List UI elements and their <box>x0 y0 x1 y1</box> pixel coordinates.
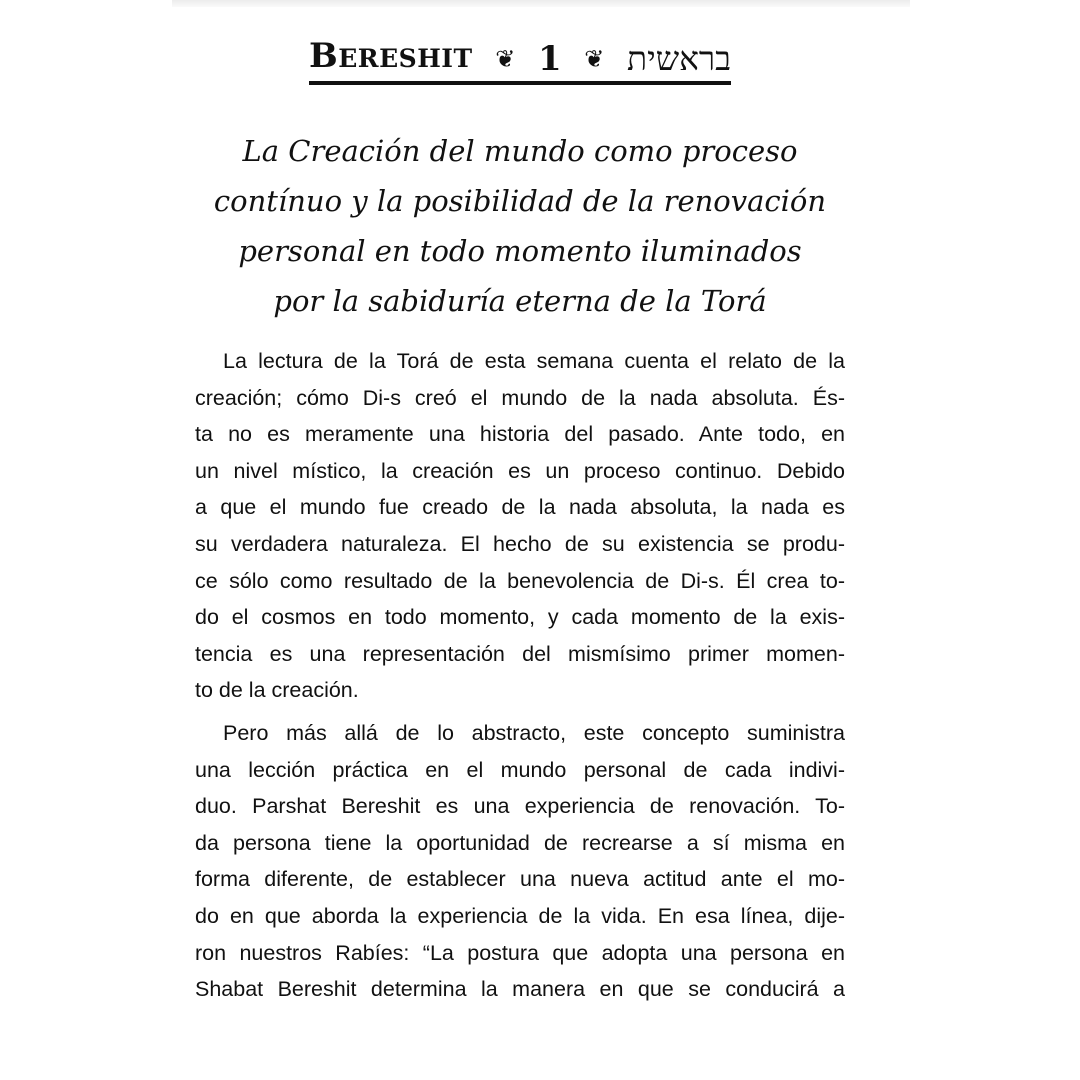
header-underline <box>309 81 731 85</box>
text-line: ta no es meramente una historia del pasado. Ante todo, en <box>195 422 845 447</box>
header-title-latin <box>309 37 473 78</box>
page-header <box>309 36 731 78</box>
text-line: do en que aborda la experiencia de la vida. En esa línea, dije- <box>195 903 845 928</box>
subtitle-line: contínuo y la posibilidad de la renovación <box>213 184 827 218</box>
body-text <box>195 343 845 1014</box>
text-line: La lectura de la Torá de esta semana cuenta el relato de la <box>223 349 845 373</box>
subtitle-line: personal en todo momento iluminados <box>238 234 802 268</box>
text-line: forma diferente, de establecer una nueva actitud ante el mo- <box>195 867 845 892</box>
text-line: su verdadera naturaleza. El hecho de su existencia se produ- <box>195 531 845 556</box>
text-line: to de la creación. <box>195 678 359 703</box>
text-line: duo. Parshat Bereshit es una experiencia de renovación. To- <box>195 794 845 819</box>
floral-ornament-icon: ❦ <box>495 45 516 73</box>
title-initial: B <box>309 36 339 76</box>
text-line: ce sólo como resultado de la benevolencia de Di-s. Él crea to- <box>195 568 845 593</box>
floral-ornament-icon: ❦ <box>584 45 605 73</box>
text-line: creación; cómo Di-s creó el mundo de la nada absoluta. És- <box>195 385 845 410</box>
chapter-number: 1 <box>537 39 562 79</box>
text-line: da persona tiene la oportunidad de recrearse a sí misma en <box>195 830 845 855</box>
title-rest: ERESHIT <box>338 44 473 73</box>
text-line: ron nuestros Rabíes: “La postura que adopta una persona en <box>195 940 845 965</box>
text-line: una lección práctica en el mundo personal de cada indivi- <box>195 757 845 782</box>
text-line: Pero más allá de lo abstracto, este concepto suministra <box>223 720 845 745</box>
paragraph <box>195 715 845 1008</box>
paragraph <box>195 343 845 709</box>
chapter-subtitle <box>190 126 850 326</box>
subtitle-line: La Creación del mundo como proceso <box>242 134 798 168</box>
text-line: tencia es una representación del mismísimo primer momen- <box>195 641 845 666</box>
text-line: a que el mundo fue creado de la nada absoluta, la nada es <box>195 495 845 520</box>
page-top-edge <box>172 0 910 7</box>
text-line: Shabat Bereshit determina la manera en que se conducirá a <box>195 977 845 1002</box>
header-title-hebrew: בראשית <box>626 39 731 78</box>
text-line: un nivel místico, la creación es un proceso continuo. Debido <box>195 458 845 483</box>
subtitle-line: por la sabiduría eterna de la Torá <box>273 284 767 318</box>
text-line: do el cosmos en todo momento, y cada momento de la exis- <box>195 605 845 630</box>
